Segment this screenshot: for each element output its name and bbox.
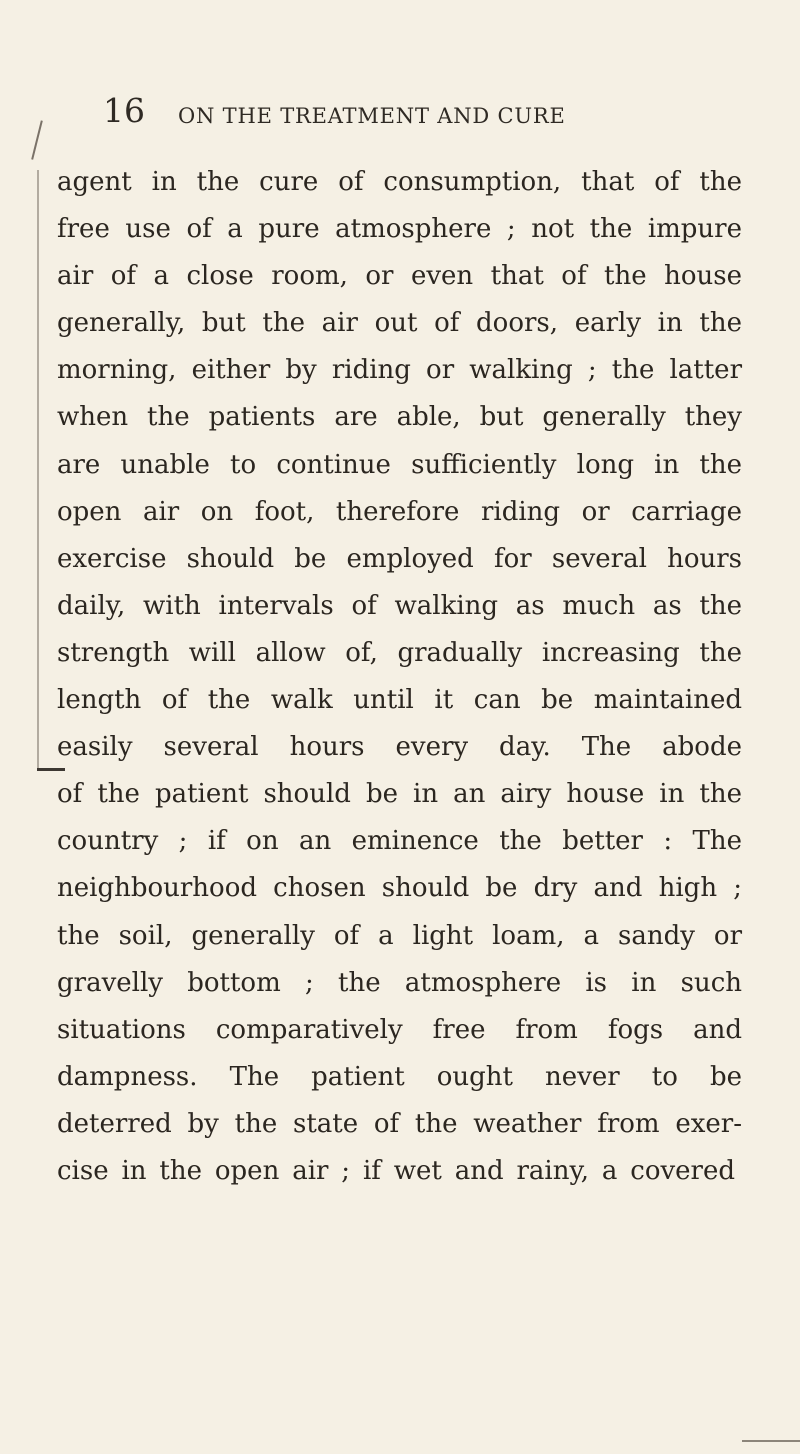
text-line: of the patient should be in an airy house in the [57,779,742,810]
page-number: 16 [103,91,145,130]
text-line: situations comparatively free from fogs and [57,1014,742,1045]
text-line: the soil, generally of a light loam, a sandy or [57,920,742,951]
text-line: agent in the cure of consumption, that of the [57,167,742,197]
bottom-edge-mark [742,1440,800,1442]
text-line: air of a close room, or even that of the house [57,261,742,292]
text-line: generally, but the air out of doors, early in the [57,308,742,339]
text-line: when the patients are able, but generally they [57,402,742,433]
text-line: deterred by the state of the weather from exer- [57,1108,742,1139]
text-line: easily several hours every day. The abode [57,732,742,763]
page-header [0,91,800,134]
text-line: gravelly bottom ; the atmosphere is in such [57,967,742,998]
margin-line [37,170,39,770]
text-line: are unable to continue sufficiently long in the [57,449,742,480]
text-line: dampness. The patient ought never to be [57,1061,742,1092]
text-line: daily, with intervals of walking as much as the [57,590,742,621]
text-line: neighbourhood chosen should be dry and high ; [57,873,742,904]
text-line: morning, either by riding or walking ; the latter [57,355,742,386]
text-line: exercise should be employed for several hours [57,543,742,574]
running-head: ON THE TREATMENT AND CURE [178,104,566,128]
body-paragraph [57,159,742,1195]
text-line: strength will allow of, gradually increasing the [57,637,742,668]
text-line: free use of a pure atmosphere ; not the impure [57,214,742,245]
text-line: open air on foot, therefore riding or carriage [57,496,742,527]
text-line: country ; if on an eminence the better : The [57,826,742,857]
text-line: cise in the open air ; if wet and rainy, a covered [57,1155,735,1186]
text-line: length of the walk until it can be maintained [57,685,742,716]
